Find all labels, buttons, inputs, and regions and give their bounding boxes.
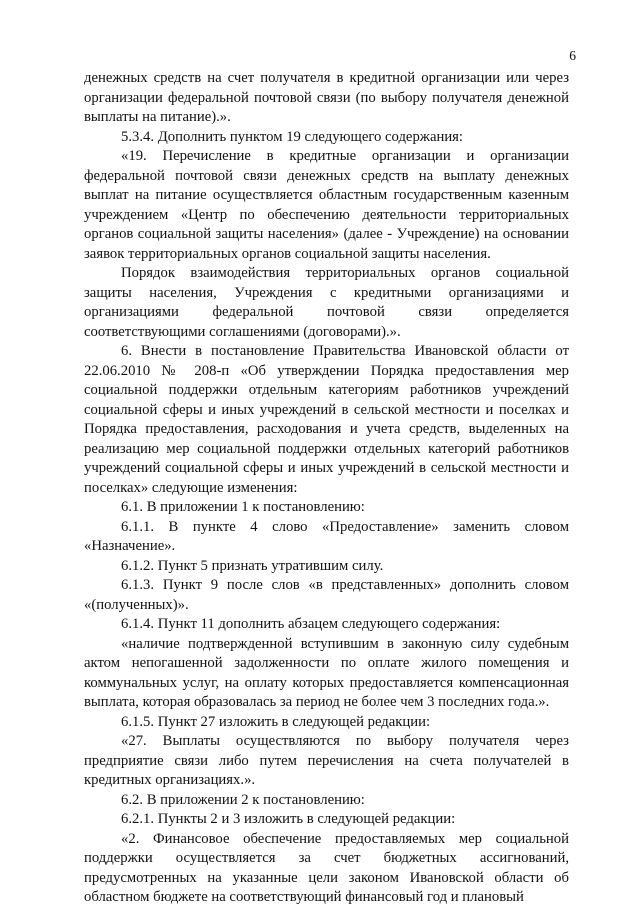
paragraph: «19. Перечисление в кредитные организации и организации федеральной почтовой связи денежных средств на выплату денежных выплат на питание осуществляется областным государственным казенным учреждением «Центр по обеспечению деятельности территориальных органов социальной защиты населения» (далее - Учреждение) на основании заявок территориальных органов социальной защиты населения. — [84, 148, 569, 262]
paragraph: 6.1.1. В пункте 4 слово «Предоставление» заменить словом «Назначение». — [84, 518, 569, 554]
page-number: 6 — [569, 48, 576, 63]
paragraph: Порядок взаимодействия территориальных органов социальной защиты населения, Учреждения с кредитными организациями и организациями федеральной почтовой связи определяется соответствующими соглашениями (договорами).». — [84, 265, 569, 340]
paragraph: «наличие подтвержденной вступившим в законную силу судебным актом непогашенной задолженности по оплате жилого помещения и коммунальных услуг, на оплату которых предоставляется компенсационная выплата, которая образовалась за период не более чем 3 последних года.». — [84, 635, 569, 710]
paragraph: 6.1. В приложении 1 к постановлению: — [121, 499, 365, 515]
paragraph: «27. Выплаты осуществляются по выбору получателя через предприятие связи либо путем перечисления на счета получателей в кредитных организациях.». — [84, 733, 569, 788]
paragraph: 6. Внести в постановление Правительства Ивановской области от 22.06.2010 № 208-п «Об утверждении Порядка предоставления мер социальной поддержки отдельным категориям работников учреждений социальной сферы и иных учреждений в сельской местности и поселках и Порядка предоставления, расходования и учета средств, выделенных на реализацию мер социальной поддержки отдельных категорий работников учреждений социальной сферы и иных учреждений в сельской местности и поселках» следующие изменения: — [84, 343, 569, 496]
paragraph: «2. Финансовое обеспечение предоставляемых мер социальной поддержки осуществляется за счет бюджетных ассигнований, предусмотренных на указанные цели законом Ивановской области об областном бюджете на соответствующий финансовый год и плановый — [84, 830, 569, 905]
paragraph: 6.1.3. Пункт 9 после слов «в представленных» дополнить словом «(полученных)». — [84, 577, 569, 613]
paragraph: денежных средств на счет получателя в кредитной организации или через организации федеральной почтовой связи (по выбору получателя денежной выплаты на питание).». — [84, 70, 569, 125]
paragraph: 6.2.1. Пункты 2 и 3 изложить в следующей редакции: — [121, 811, 456, 827]
paragraph: 6.1.5. Пункт 27 изложить в следующей редакции: — [121, 713, 431, 730]
paragraph: 5.3.4. Дополнить пунктом 19 следующего содержания: — [121, 128, 464, 145]
document-body — [84, 69, 569, 908]
paragraph: 6.1.2. Пункт 5 признать утратившим силу. — [121, 557, 384, 574]
paragraph: 6.1.4. Пункт 11 дополнить абзацем следующего содержания: — [121, 616, 501, 632]
paragraph: 6.2. В приложении 2 к постановлению: — [121, 791, 365, 808]
